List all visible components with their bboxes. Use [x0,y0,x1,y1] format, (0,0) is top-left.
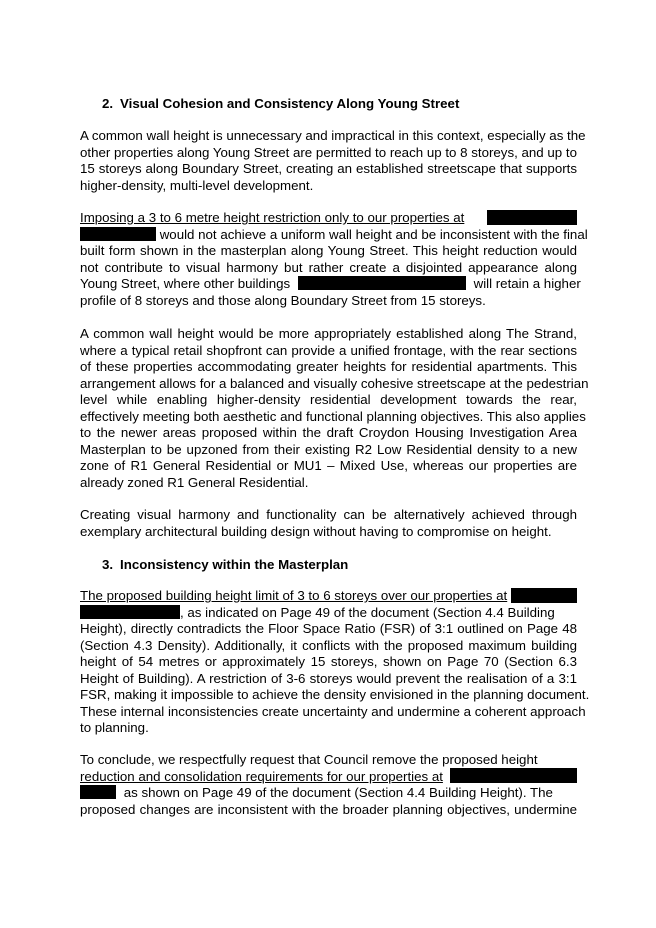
redaction-block [450,768,577,783]
paragraph-6 [80,752,577,818]
p5-line-5: height of 54 metres or approximately 15 storeys, shown on Page 70 (Section 6.3 [80,654,577,670]
p3-line-1: A common wall height would be more appropriately established along The Strand, [80,326,577,341]
p5-line-2-text: , as indicated on Page 49 of the document (Section 4.4 Building [180,604,555,620]
section-3-number: 3. [102,557,114,572]
p5-line-6: Height of Building). A restriction of 3-6 storeys would prevent the realisation of a 3:1 [80,670,577,686]
redaction-block [511,588,577,603]
p6-line-2-text: reduction and consolidation requirements for our properties at [80,768,443,784]
p2-line-2-text: would not achieve a uniform wall height and be inconsistent with the final [159,226,588,242]
p4-line-1: Creating visual harmony and functionality can be alternatively achieved through [80,507,577,522]
p3-line-4: arrangement allows for a balanced and visually cohesive streetscape at the pedestrian [80,375,589,391]
p5-line-3: Height), directly contradicts the Floor Space Ratio (FSR) of 3:1 outlined on Page 48 [80,621,577,637]
p6-line-1 [80,752,577,769]
section-2-number: 2. [102,96,114,111]
p5-line-9: to planning. [80,720,149,736]
p5-line-8: These internal inconsistencies create uncertainty and undermine a coherent approach [80,703,586,719]
p3-line-8: Masterplan to be upzoned from their existing R2 Low Residential density to a new [80,441,577,457]
p2-line-5a-text: Young Street, where other buildings [80,276,291,292]
p1-line-2: other properties along Young Street are permitted to reach up to 8 storeys, and up to [80,144,577,160]
redaction-block [80,227,156,241]
p6-line-4: proposed changes are inconsistent with the broader planning objectives, undermine [80,801,577,817]
section-3-title: Inconsistency within the Masterplan [120,557,349,572]
redaction-block [80,605,180,619]
p3-line-7: to the newer areas proposed within the draft Croydon Housing Investigation Area [80,425,577,441]
p2-line-5 [80,276,581,293]
section-2-title: Visual Cohesion and Consistency Along Young Street [120,96,460,111]
p5-line-1-text: The proposed building height limit of 3 to 6 storeys over our properties at [80,588,508,603]
p5-line-7: FSR, making it impossible to achieve the density envisioned in the planning document. [80,687,590,703]
p5-line-2 [80,605,577,622]
p4-line-2: exemplary architectural building design without having to compromise on height. [80,523,552,539]
paragraph-1 [80,128,586,194]
p6-line-3 [80,785,577,802]
p1-line-3: 15 storeys along Boundary Street, creating an established streetscape that supports [80,161,577,177]
p2-line-5b-text: will retain a higher [473,276,581,292]
p3-line-2: where a typical retail shopfront can provide a unified frontage, with the rear sections [80,342,577,358]
p2-line-6: profile of 8 storeys and those along Boundary Street from 15 storeys. [80,292,486,308]
p3-line-6: effectively meeting both aesthetic and functional planning objectives. This also applies [80,408,586,424]
p2-line-3: built form shown in the masterplan along Young Street. This height reduction would [80,243,577,259]
p5-line-1 [80,588,577,605]
p2-line-4 [80,260,577,277]
p3-line-10: already zoned R1 General Residential. [80,474,309,490]
p3-line-3: of these properties accommodating greater heights for residential apartments. This [80,359,577,375]
p6-line-3-text: as shown on Page 49 of the document (Section 4.4 Building Height). The [123,785,553,801]
p2-line-1-text: Imposing a 3 to 6 metre height restriction only to our properties at [80,210,465,225]
p5-line-4: (Section 4.3 Density). Additionally, it conflicts with the proposed maximum building [80,637,577,653]
paragraph-5 [80,588,590,737]
p2-line-2 [80,226,588,244]
p3-line-5: level while enabling higher-density residential development towards the rear, [80,392,577,408]
p6-line-1-text: To conclude, we respectfully request that Council remove the proposed height [80,752,538,767]
paragraph-4 [80,507,577,540]
p2-line-4-text: not contribute to visual harmony but rather create a disjointed appearance along [80,259,577,275]
paragraph-3 [80,326,589,491]
redaction-block [80,785,116,799]
p1-line-1: A common wall height is unnecessary and impractical in this context, especially as the [80,128,586,143]
p3-line-9: zone of R1 General Residential or MU1 – Mixed Use, whereas our properties are [80,458,577,474]
redaction-block [487,210,577,225]
p1-line-4: higher-density, multi-level development. [80,177,314,193]
redaction-block [298,276,466,290]
